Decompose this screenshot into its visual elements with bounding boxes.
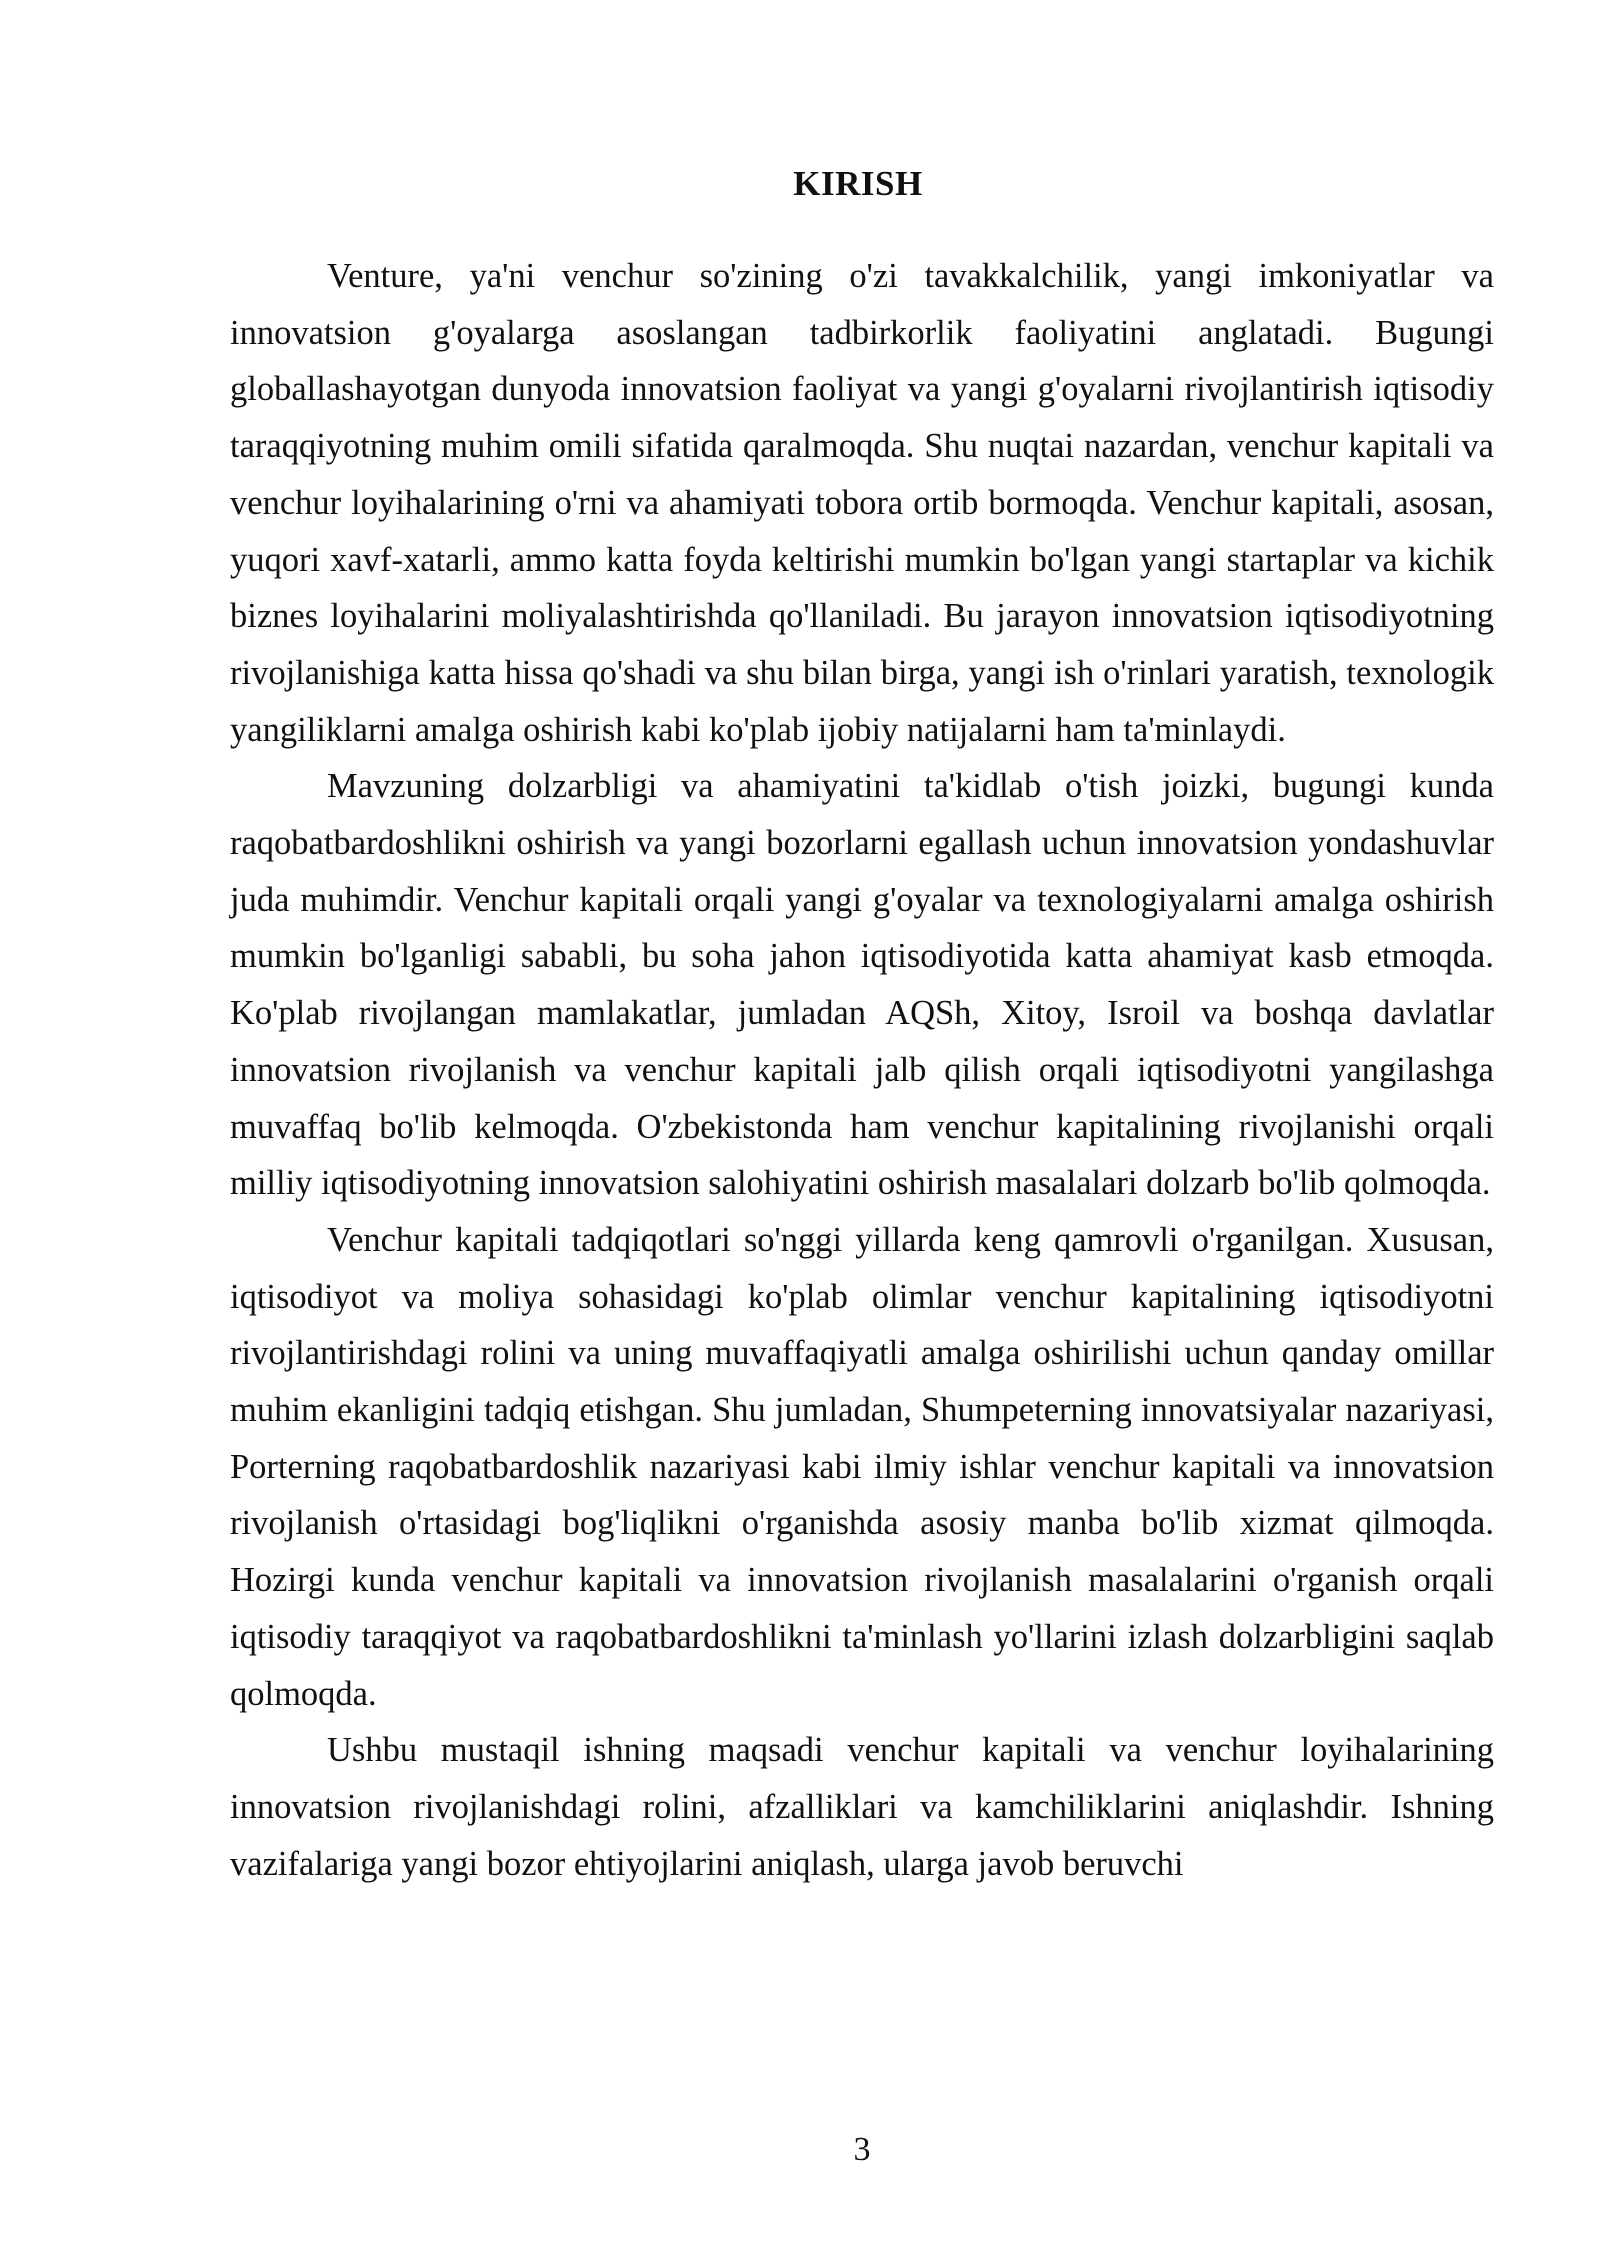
paragraph-1: Venture, ya'ni venchur so'zining o'zi tavakkalchilik, yangi imkoniyatlar va innovatsion g'oyalarga asoslangan tadbirkorlik faoliyatini anglatadi. Bugungi globallashayotgan dunyoda innovatsion faoliyat va yangi g'oyalarni rivojlantirish iqtisodiy taraqqiyotning muhim omili sifatida qaralmoqda. Shu nuqtai nazardan, venchur kapitali va venchur loyihalarining o'rni va ahamiyati tobora ortib bormoqda. Venchur kapitali, asosan, yuqori xavf-xatarli, ammo katta foyda keltirishi mumkin bo'lgan yangi startaplar va kichik biznes loyihalarini moliyalashtirishda qo'llaniladi. Bu jarayon innovatsion iqtisodiyotning rivojlanishiga katta hissa qo'shadi va shu bilan birga, yangi ish o'rinlari yaratish, texnologik yangiliklarni amalga oshirish kabi ko'plab ijobiy natijalarni ham ta'minlaydi. bbox=[230, 257, 1494, 749]
page-title: KIRISH bbox=[793, 164, 923, 203]
document-body bbox=[230, 248, 1494, 1892]
paragraph-3: Venchur kapitali tadqiqotlari so'nggi yillarda keng qamrovli o'rganilgan. Xususan, iqtisodiyot va moliya sohasidagi ko'plab olimlar venchur kapitalining iqtisodiyotni rivojlantirishdagi rolini va uning muvaffaqiyatli amalga oshirilishi uchun qanday omillar muhim ekanligini tadqiq etishgan. Shu jumladan, Shumpeterning innovatsiyalar nazariyasi, Porterning raqobatbardoshlik nazariyasi kabi ilmiy ishlar venchur kapitali va innovatsion rivojlanish o'rtasidagi bog'liqlikni o'rganishda asosiy manba bo'lib xizmat qilmoqda. Hozirgi kunda venchur kapitali va innovatsion rivojlanish masalalarini o'rganish orqali iqtisodiy taraqqiyot va raqobatbardoshlikni ta'minlash yo'llarini izlash dolzarbligini saqlab qolmoqda. bbox=[230, 1220, 1494, 1713]
paragraph-4: Ushbu mustaqil ishning maqsadi venchur kapitali va venchur loyihalarining innovatsion rivojlanishdagi rolini, afzalliklari va kamchiliklarini aniqlashdir. Ishning vazifalariga yangi bozor ehtiyojlarini aniqlash, ularga javob beruvchi bbox=[230, 1731, 1494, 1883]
paragraph-2: Mavzuning dolzarbligi va ahamiyatini ta'kidlab o'tish joizki, bugungi kunda raqobatbardoshlikni oshirish va yangi bozorlarni egallash uchun innovatsion yondashuvlar juda muhimdir. Venchur kapitali orqali yangi g'oyalar va texnologiyalarni amalga oshirish mumkin bo'lganligi sababli, bu soha jahon iqtisodiyotida katta ahamiyat kasb etmoqda. Ko'plab rivojlangan mamlakatlar, jumladan AQSh, Xitoy, Isroil va boshqa davlatlar innovatsion rivojlanish va venchur kapitali jalb qilish orqali iqtisodiyotni yangilashga muvaffaq bo'lib kelmoqda. O'zbekistonda ham venchur kapitalining rivojlanishi orqali milliy iqtisodiyotning innovatsion salohiyatini oshirish masalalari dolzarb bo'lib qolmoqda. bbox=[230, 767, 1494, 1203]
page-number: 3 bbox=[853, 2131, 871, 2168]
